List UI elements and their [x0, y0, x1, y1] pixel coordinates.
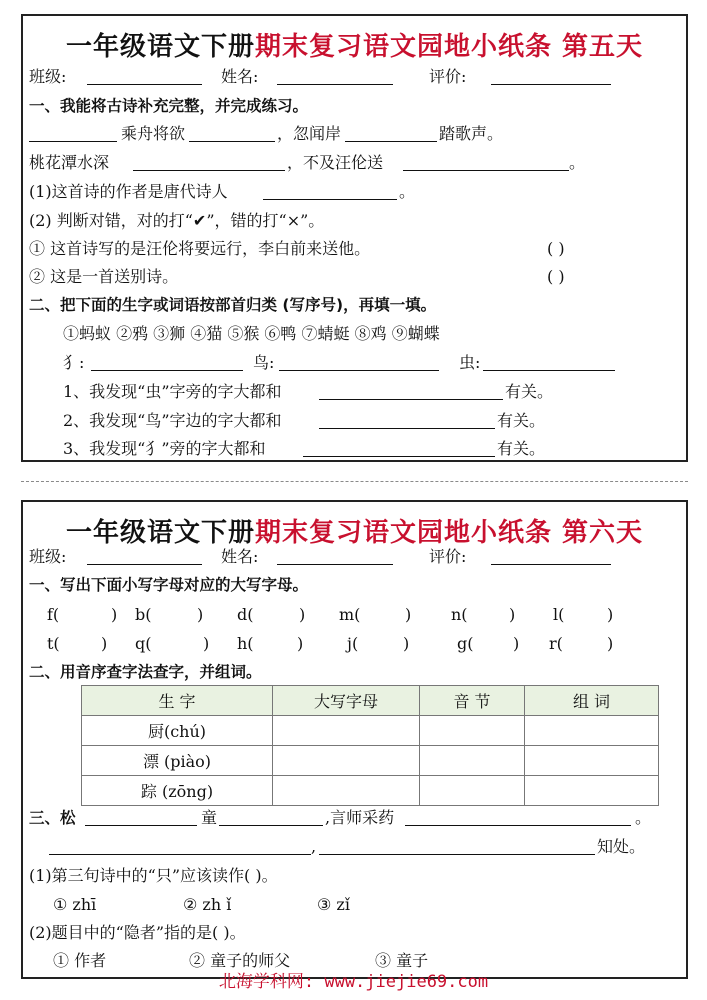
letter-answer[interactable]: ) [509, 605, 516, 624]
worksheet-day6 [21, 500, 688, 979]
letter-prompt: f( [47, 605, 60, 624]
poem-text: 童 [201, 808, 218, 827]
character-cell: 踪 (zōng) [82, 776, 273, 806]
sheet6-title [23, 512, 686, 549]
letter-prompt: m( [339, 605, 361, 624]
grade-field[interactable] [491, 548, 611, 565]
letter-answer[interactable]: ) [403, 634, 410, 653]
answer-cell[interactable] [420, 776, 525, 806]
letter-answer[interactable]: ) [203, 634, 210, 653]
poem-text: , [311, 837, 317, 856]
class-label: 班级: [29, 547, 67, 566]
poem-text: 知处。 [597, 837, 646, 856]
letter-prompt: q( [135, 634, 152, 653]
section3-label: 三、松 [29, 809, 76, 827]
poem-text: ,言师采药 [325, 808, 395, 827]
poem-blank-4[interactable] [133, 154, 285, 171]
judge-text: ② 这是一首送别诗。 [29, 267, 179, 286]
section1-heading: 一、写出下面小写字母对应的大写字母。 [29, 576, 309, 594]
letter-prompt: n( [451, 605, 468, 624]
name-label: 姓名: [221, 547, 259, 566]
poem-text: 踏歌声。 [439, 124, 504, 143]
poem-text: ，不及汪伦送 [287, 153, 384, 172]
poem-blank-1[interactable] [29, 125, 117, 142]
name-field[interactable] [277, 548, 393, 565]
option[interactable]: ① zhī [53, 895, 97, 914]
fill-text: 有关。 [497, 411, 546, 430]
class-field[interactable] [87, 548, 202, 565]
answer-cell[interactable] [273, 776, 420, 806]
poem-text: 乘舟将欲 [121, 124, 186, 143]
radical-dog-blank[interactable] [91, 354, 243, 371]
answer-paren[interactable]: ( ) [547, 239, 565, 258]
letter-prompt: j( [347, 634, 359, 653]
name-field[interactable] [277, 68, 393, 85]
fill-text: 有关。 [505, 382, 554, 401]
section2-heading: 二、用音序查字法查字，并组词。 [29, 663, 262, 681]
lookup-table [81, 685, 659, 806]
table-header: 组 词 [525, 686, 659, 716]
poem-blank-5[interactable] [319, 838, 595, 855]
poem-text: 。 [569, 153, 586, 172]
poem-blank-3[interactable] [345, 125, 437, 142]
letter-answer[interactable]: ) [111, 605, 118, 624]
grade-label: 评价: [429, 547, 467, 566]
table-row [82, 716, 659, 746]
radical-insect: 虫: [459, 353, 481, 372]
question-text: (1)这首诗的作者是唐代诗人 [29, 182, 228, 201]
poem-blank-2[interactable] [219, 809, 323, 826]
letter-prompt: h( [237, 634, 254, 653]
fill-blank-3[interactable] [303, 440, 495, 457]
radical-dog: 犭: [63, 353, 85, 372]
answer-cell[interactable] [525, 746, 659, 776]
grade-label: 评价: [429, 67, 467, 86]
radical-bird: 鸟: [253, 353, 275, 372]
table-header: 生 字 [82, 686, 273, 716]
table-header: 大写字母 [273, 686, 420, 716]
poem-blank-1[interactable] [85, 809, 197, 826]
answer-cell[interactable] [525, 716, 659, 746]
section2-heading: 二、把下面的生字或词语按部首归类 (写序号)，再填一填。 [29, 296, 437, 314]
table-row [82, 776, 659, 806]
letter-answer[interactable]: ) [405, 605, 412, 624]
letter-answer[interactable]: ) [607, 634, 614, 653]
table-header: 音 节 [420, 686, 525, 716]
poet-blank[interactable] [263, 183, 397, 200]
letter-answer[interactable]: ) [297, 634, 304, 653]
sheet5-title [23, 26, 686, 63]
answer-cell[interactable] [273, 746, 420, 776]
section1-heading: 一、我能将古诗补充完整，并完成练习。 [29, 97, 309, 115]
letter-answer[interactable]: ) [197, 605, 204, 624]
worksheet-day5 [21, 14, 688, 462]
letter-prompt: r( [549, 634, 563, 653]
fill-text: 有关。 [497, 439, 546, 458]
poem-blank-3[interactable] [405, 809, 631, 826]
letter-prompt: g( [457, 634, 474, 653]
option[interactable]: ③ zǐ [317, 895, 350, 914]
character-cell: 漂 (piào) [82, 746, 273, 776]
radical-bird-blank[interactable] [279, 354, 439, 371]
question-1: (1)第三句诗中的“只”应该读作( )。 [29, 866, 278, 885]
title-red: 期末复习语文园地小纸条 第五天 [254, 32, 644, 62]
footer-watermark[interactable]: 北海学科网: www.jiejie69.com [218, 972, 489, 992]
fill-text: 3、我发现“犭”旁的字大都和 [63, 439, 266, 458]
judge-text: ① 这首诗写的是汪伦将要远行，李白前来送他。 [29, 239, 371, 258]
poem-blank-2[interactable] [189, 125, 275, 142]
title-black: 一年级语文下册 [65, 32, 255, 62]
title-black: 一年级语文下册 [65, 518, 255, 548]
answer-cell[interactable] [273, 716, 420, 746]
letter-prompt: b( [135, 605, 152, 624]
poem-blank-4[interactable] [49, 838, 311, 855]
table-header-row [82, 686, 659, 716]
character-cell: 厨(chú) [82, 716, 273, 746]
answer-paren[interactable]: ( ) [547, 267, 565, 286]
title-red: 期末复习语文园地小纸条 第六天 [254, 518, 644, 548]
poem-blank-5[interactable] [403, 154, 569, 171]
option[interactable]: ② 童子的师父 [189, 951, 291, 970]
fill-text: 2、我发现“鸟”字边的字大都和 [63, 411, 282, 430]
poem-text: 桃花潭水深 [29, 153, 110, 172]
fill-text: 1、我发现“虫”字旁的字大都和 [63, 382, 282, 401]
table-row [82, 746, 659, 776]
fill-blank-2[interactable] [319, 412, 495, 429]
letter-prompt: d( [237, 605, 254, 624]
class-label: 班级: [29, 67, 67, 86]
radical-insect-blank[interactable] [483, 354, 615, 371]
poem-text: ，忽闻岸 [277, 124, 342, 143]
letter-prompt: l( [553, 605, 565, 624]
poem-text: 。 [635, 808, 652, 827]
option[interactable]: ③ 童子 [375, 951, 429, 970]
answer-cell[interactable] [420, 716, 525, 746]
letter-answer[interactable]: ) [101, 634, 108, 653]
option[interactable]: ① 作者 [53, 951, 107, 970]
question-2: (2) 判断对错，对的打“✔”，错的打“×”。 [29, 211, 325, 230]
letter-answer[interactable]: ) [299, 605, 306, 624]
option[interactable]: ② zh ǐ [183, 895, 232, 914]
letter-answer[interactable]: ) [607, 605, 614, 624]
cut-line [21, 481, 688, 482]
answer-cell[interactable] [525, 776, 659, 806]
class-field[interactable] [87, 68, 202, 85]
letter-prompt: t( [47, 634, 60, 653]
character-list: ①蚂蚁 ②鸦 ③狮 ④猫 ⑤猴 ⑥鸭 ⑦蜻蜓 ⑧鸡 ⑨蝴蝶 [63, 324, 440, 343]
letter-answer[interactable]: ) [513, 634, 520, 653]
question-text: 。 [399, 182, 416, 201]
question-2: (2)题目中的“隐者”指的是( )。 [29, 923, 246, 942]
fill-blank-1[interactable] [319, 383, 503, 400]
name-label: 姓名: [221, 67, 259, 86]
answer-cell[interactable] [420, 746, 525, 776]
grade-field[interactable] [491, 68, 611, 85]
